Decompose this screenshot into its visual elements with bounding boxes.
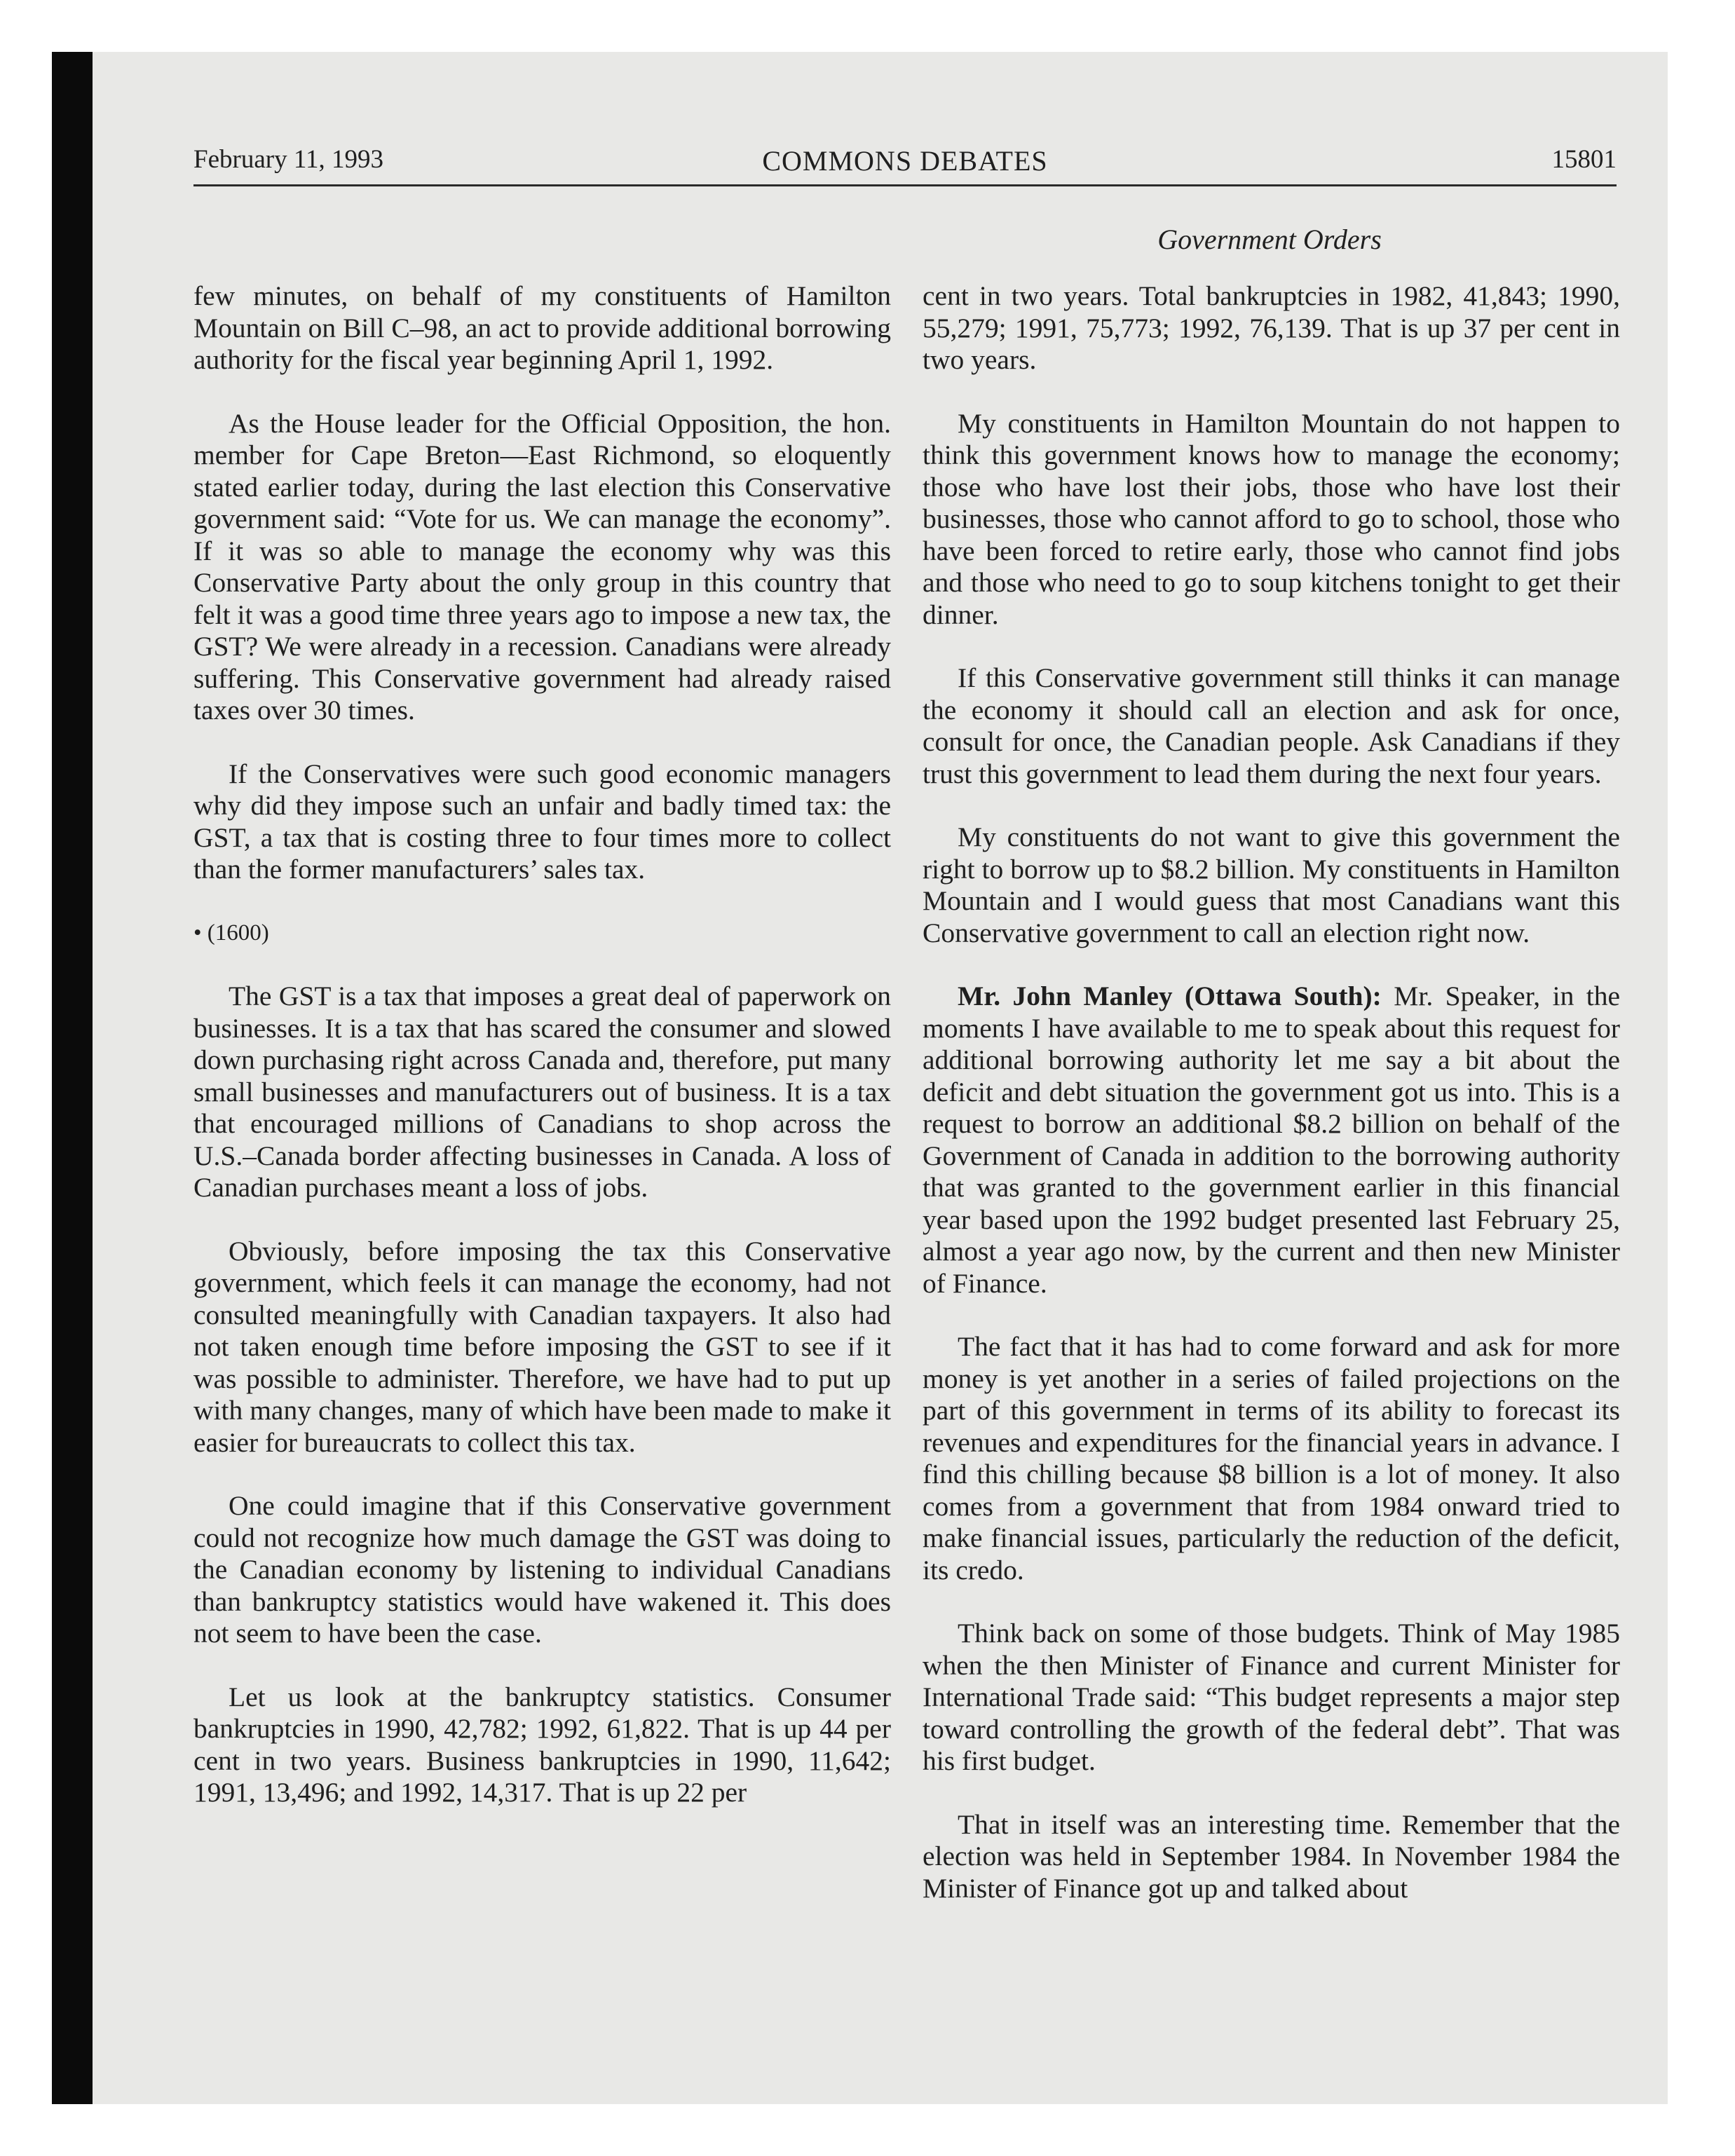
paragraph: As the House leader for the Official Opposition, the hon. member for Cape Breton—East Richmond, so eloquently stated earlier today, during the last election this Conservative government said: “Vote for us. We can manage the economy”. If it was so able to manage the economy why was this Conservative Party about the only group in this country that felt it was a good time three years ago to impose a new tax, the GST? We were already in a recession. Canadians were already suffering. This Conservative government had already raised taxes over 30 times.: [193, 407, 891, 725]
speech-paragraph: [923, 981, 1620, 1299]
paragraph: If the Conservatives were such good economic managers why did they impose such an unfair and badly timed tax: the GST, a tax that is costing three to four times more to collect than the former manufacturers’ sales tax.: [193, 758, 891, 885]
speaker-name: Mr. John Manley (Ottawa South):: [958, 981, 1382, 1011]
paragraph: Think back on some of those budgets. Think of May 1985 when the then Minister of Finance and current Minister for International Trade said: “This budget represents a major step toward controlling the growth of the federal debt”. That was his first budget.: [923, 1618, 1620, 1776]
left-column: [193, 280, 891, 1841]
paragraph: My constituents do not want to give this government the right to borrow up to $8.2 billion. My constituents in Hamilton Mountain and I would guess that most Canadians want this Conservative government to call an election right now.: [923, 821, 1620, 948]
right-column: [923, 280, 1620, 1936]
section-title: Government Orders: [1157, 224, 1382, 255]
paragraph: If this Conservative government still thinks it can manage the economy it should call an election and ask for once, consult for once, the Canadian people. Ask Canadians if they trust this government to lead them during the next four years.: [923, 662, 1620, 789]
paragraph: The fact that it has had to come forward and ask for more money is yet another in a series of failed projections on the part of this government in terms of its ability to forecast its revenues and expenditures for the financial years in advance. I find this chilling because $8 billion is a lot of money. It also comes from a government that from 1984 onward tried to make financial issues, particularly the reduction of the deficit, its credo.: [923, 1331, 1620, 1585]
header-page-number: 15801: [1551, 145, 1617, 174]
header-rule: [193, 184, 1617, 186]
scan-edge-shadow: [52, 52, 93, 2104]
paragraph: My constituents in Hamilton Mountain do not happen to think this government knows how to manage the economy; those who have lost their jobs, those who have lost their businesses, those who cannot afford to go to school, those who have been forced to retire early, those who cannot find jobs and those who need to go to soup kitchens tonight to get their dinner.: [923, 407, 1620, 630]
paragraph: Let us look at the bankruptcy statistics. Consumer bankruptcies in 1990, 42,782; 1992, 61,822. That is up 44 per cent in two years. Business bankruptcies in 1990, 11,642; 1991, 13,496; and 1992, 14,317. That is up 22 per: [193, 1681, 891, 1808]
paragraph: cent in two years. Total bankruptcies in 1982, 41,843; 1990, 55,279; 1991, 75,773; 1992, 76,139. That is up 37 per cent in two years.: [923, 280, 1620, 375]
header-title: COMMONS DEBATES: [762, 145, 1048, 177]
paragraph: Obviously, before imposing the tax this Conservative government, which feels it can manage the economy, had not consulted meaningfully with Canadian taxpayers. It also had not taken enough time before imposing the GST to see if it was possible to administer. Therefore, we have had to put up with many changes, many of which have been made to make it easier for bureaucrats to collect this tax.: [193, 1235, 891, 1458]
page-header: [193, 144, 1617, 186]
header-date: February 11, 1993: [193, 145, 383, 174]
paragraph: That in itself was an interesting time. Remember that the election was held in September 1984. In November 1984 the Minister of Finance got up and talked about: [923, 1808, 1620, 1904]
speech-text: Mr. Speaker, in the moments I have available to me to speak about this request for additional borrowing authority let me say a bit about the deficit and debt situation the government got us into. This is a request to borrow an additional $8.2 billion on behalf of the Government of Canada in addition to the borrowing authority that was granted to the government earlier in this financial year based upon the 1992 budget presented last February 25, almost a year ago now, by the current and then new Minister of Finance.: [923, 981, 1621, 1299]
paragraph: The GST is a tax that imposes a great deal of paperwork on businesses. It is a tax that has scared the consumer and slowed down purchasing right across Canada and, therefore, put many small businesses and manufacturers out of business. It is a tax that encouraged millions of Canadians to shop across the U.S.–Canada border affecting businesses in Canada. A loss of Canadian purchases meant a loss of jobs.: [193, 981, 891, 1203]
paragraph: One could imagine that if this Conservative government could not recognize how much damage the GST was doing to the Canadian economy by listening to individual Canadians than bankruptcy statistics would have wakened it. This does not seem to have been the case.: [193, 1490, 891, 1649]
paragraph: few minutes, on behalf of my constituents of Hamilton Mountain on Bill C–98, an act to provide additional borrowing authority for the fiscal year beginning April 1, 1992.: [193, 280, 891, 375]
time-marker: • (1600): [193, 920, 269, 946]
